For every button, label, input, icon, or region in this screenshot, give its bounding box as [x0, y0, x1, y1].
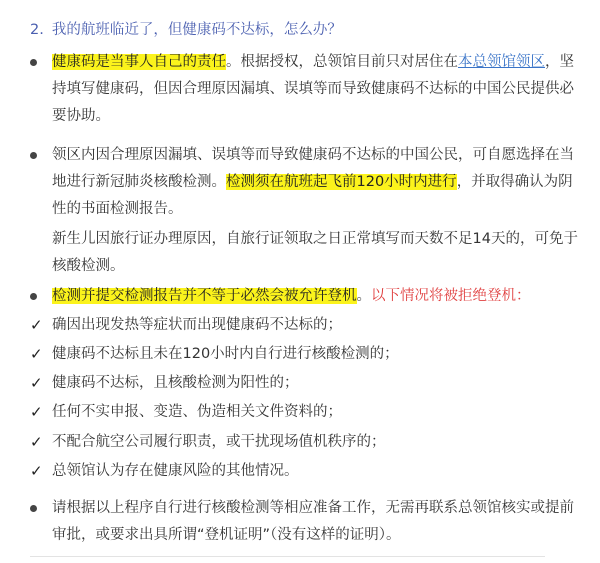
bottom-divider: [30, 556, 545, 557]
check-item-text: 确因出现发热等症状而出现健康码不达标的；: [52, 317, 342, 333]
p2-line-3: 性的书面检测报告。: [52, 201, 183, 217]
check-item-text: 健康码不达标，且核酸检测为阳性的；: [52, 375, 299, 391]
check-item: [52, 370, 572, 397]
refusal-warning: 以下情况将被拒绝登机：: [371, 288, 531, 304]
bullet-dot-2: [30, 152, 37, 159]
paragraph-newborn: [52, 226, 578, 280]
p2-line-1: 领区内因合理原因漏填、误填等而导致健康码不达标的中国公民，可自愿选择在当: [52, 147, 574, 163]
paragraph-responsibility: [52, 49, 572, 130]
bullet-dot-4: [30, 505, 37, 512]
highlight-responsibility: 健康码是当事人自己的责任: [52, 54, 226, 70]
check-item: [52, 429, 572, 456]
p1-text-end: ，坚: [545, 54, 574, 70]
paragraph-boarding-warning: [52, 283, 572, 310]
bullet-dot-3: [30, 293, 37, 300]
check-item: [52, 341, 572, 368]
check-icon: ✓: [30, 403, 43, 421]
heading-text: 我的航班临近了，但健康码不达标，怎么办？: [51, 22, 342, 38]
check-item-text: 不配合航空公司履行职责，或干扰现场值机秩序的；: [52, 434, 386, 450]
p3-line-1: 新生儿因旅行证办理原因，自旅行证领取之日正常填写而天数不足14天的，可免于: [52, 231, 578, 247]
p5-line-1: 请根据以上程序自行进行核酸检测等相应准备工作，无需再联系总领馆核实或提前: [52, 500, 574, 516]
check-icon: ✓: [30, 462, 43, 480]
p1-line-2: 持填写健康码，但因合理原因漏填、误填等而导致健康码不达标的中国公民提供必: [52, 81, 574, 97]
check-icon: ✓: [30, 345, 43, 363]
heading-number: 2.: [30, 22, 44, 38]
p1-text-mid: 。根据授权，总领馆目前只对居住在: [226, 54, 458, 70]
p5-line-2: 审批，或要求出具所谓“登机证明”（没有这样的证明）。: [52, 527, 401, 543]
p3-line-2: 核酸检测。: [52, 258, 125, 274]
p4-period: 。: [356, 288, 371, 304]
check-item: [52, 399, 572, 426]
check-icon: ✓: [30, 316, 43, 334]
paragraph-no-certificate: [52, 495, 572, 549]
faq-heading: [30, 18, 342, 39]
highlight-not-guaranteed: 检测并提交检测报告并不等于必然会被允许登机: [52, 288, 357, 304]
p1-line-3: 要协助。: [52, 108, 110, 124]
highlight-120-hours: 检测须在航班起飞前120小时内进行: [226, 174, 457, 190]
check-item-text: 总领馆认为存在健康风险的其他情况。: [52, 463, 299, 479]
paragraph-testing: [52, 142, 572, 223]
check-item-text: 任何不实申报、变造、伪造相关文件资料的；: [52, 404, 342, 420]
check-item: [52, 458, 572, 485]
bullet-dot-1: [30, 59, 37, 66]
check-item: [52, 312, 572, 339]
check-item-text: 健康码不达标且未在120小时内自行进行核酸检测的；: [52, 346, 399, 362]
p2-line-2-start: 地进行新冠肺炎核酸检测。: [52, 174, 226, 190]
p2-line-2-end: ，并取得确认为阴: [456, 174, 573, 190]
check-icon: ✓: [30, 374, 43, 392]
check-icon: ✓: [30, 433, 43, 451]
consulate-district-link[interactable]: 本总领馆领区: [458, 54, 545, 70]
